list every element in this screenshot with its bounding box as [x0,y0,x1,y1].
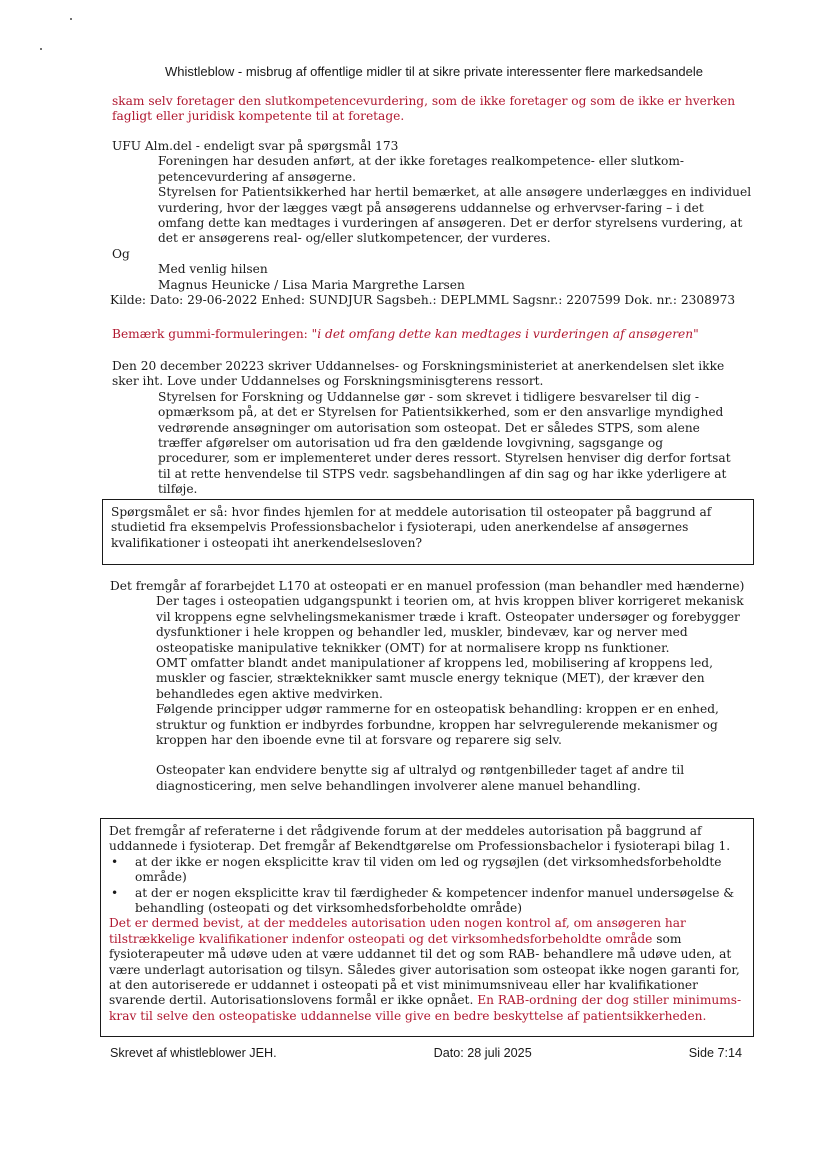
page-footer [110,1046,742,1061]
rubber-note-quote: "i det omfang dette kan medtages i vurderingen af ansøgeren" [311,327,699,341]
osteopathy-p4: Osteopater kan endvidere benytte sig af ultralyd og røntgenbilleder taget af andre til diagnosticering, men selve behandlingen involverer alene manuel behandling. [156,763,685,793]
osteopathy-lead: Det fremgår af forarbejdet L170 at osteopati er en manuel profession (man behandler med hænderne) [110,579,745,593]
ministry-quote: Styrelsen for Forskning og Uddannelse gør - som skrevet i tidligere besvarelser til dig - opmærksom på, at det er Styrelsen for Patientsikkerhed, som er den ansvarlige myndighed vedrørende ansøgninger om autorisation som osteopat. Det er således STPS, som alene træffer afgørelser om autorisation ud fra den gældende lovgivning, sagsgange og procedurer, som er implementeret under deres ressort. Styrelsen henviser dig derfor fortsat til at rette henvendelse til STPS vedr. sagsbehandlingen af din sag og har ikke yderligere at tilføje. [158,389,731,497]
scan-speck [70,18,72,20]
ufu-source: Kilde: Dato: 29-06-2022 Enhed: SUNDJUR Sagsbeh.: DEPLMML Sagsnr.: 2207599 Dok. nr.: 2308973 [110,293,736,308]
footer-date: Dato: 28 juli 2025 [433,1046,532,1060]
forum-box [100,818,754,1037]
forum-bullets [109,855,745,917]
scan-speck [40,48,42,50]
osteopathy-p2: OMT omfatter blandt andet manipulationer af kroppens led, mobilisering af kroppens led, muskler og fascier, strækteknikker samt muscle energy teknique (MET), der kræver den behandledes egen aktive medvirken. [156,656,713,701]
forum-bullet-2: • at der er nogen eksplicitte krav til færdigheder & kompetencer indenfor manuel undersøgelse & behandling (osteopati og det virksomhedsforbeholdte område) [123,886,745,917]
osteopathy-p1: Der tages i osteopatien udgangspunkt i teorien om, at hvis kroppen bliver korrigeret mekanisk vil kroppens egne selvhelingsmekanismer træde i kraft. Osteopater undersøger og forebygger dysfunktioner i hele kroppen og behandler led, muskler, bindevæv, kar og nerver med osteopatiske manipulative teknikker (OMT) for at normalisere kropp ns funktioner. [156,594,744,655]
forum-red-2: En RAB-ordning der dog stiller minimums-krav til selve den osteopatiske uddannelse ville give en bedre beskyttelse af patientsikkerheden. [109,993,742,1023]
forum-conclusion [109,916,745,1024]
ufu-section [112,139,752,308]
footer-author: Skrevet af whistleblower JEH. [110,1046,277,1060]
ufu-heading: UFU Alm.del - endeligt svar på spørgsmål 173 [112,139,399,153]
rubber-note-prefix: Bemærk gummi-formuleringen: [112,327,312,341]
osteopathy-section [110,579,750,794]
ufu-para-2: Styrelsen for Patientsikkerhed har hertil bemærket, at alle ansøgere underlægges en individuel vurdering, hvor der lægges vægt på ansøgerens uddannelse og erhvervser-faring – i det omfang dette kan medtages i vurderingen af ansøgeren. Det er derfor styrelsens vurdering, at det er ansøgerens real- og/eller slutkompetencer, der vurderes. [158,185,752,246]
ministry-lead: Den 20 december 20223 skriver Uddannelses- og Forskningsministeriet at anerkendelsen slet ikke sker iht. Love under Uddannelses og Forskningsminisgterens ressort. [112,359,725,389]
forum-lead: Det fremgår af referaterne i det rådgivende forum at der meddeles autorisation på baggrund af uddannede i fysioterap. Det fremgår af Bekendtgørelse om Professionsbachelor i fysioterapi bilag 1. [109,824,731,854]
forum-red-1: Det er dermed bevist, at der meddeles autorisation uden nogen kontrol af, om ansøgeren har tilstrækkelige kvalifikationer indenfor osteopati og det virksomhedsforbeholdte område [109,916,686,946]
ufu-para-1: Foreningen har desuden anført, at der ikke foretages realkompetence- eller slutkom-petencevurdering af ansøgerne. [158,154,685,184]
question-text: Spørgsmålet er så: hvor findes hjemlen for at meddele autorisation til osteopater på baggrund af studietid fra eksempelvis Professionsbachelor i fysioterapi, uden anerkendelse af ansøgernes kvalifikationer i osteopati iht anerkendelsesloven? [111,505,712,550]
ministry-section [112,359,734,498]
forum-black: som fysioterapeuter må udøve uden at være uddannet til det og som RAB- behandlere må udøve uden, at være underlagt autorisation og tilsyn. Således giver autorisation som osteopat ikke nogen garanti for, at den autoriserede er uddannet i osteopati på et vist minimumsniveau eller har kvalifikationer svarende dertil. Autorisationslovens formål er ikke opnået. [109,931,740,1008]
ufu-greeting: Med venlig hilsen [158,262,268,277]
question-box [102,499,754,565]
ufu-og: Og [112,246,130,261]
ufu-signature: Magnus Heunicke / Lisa Maria Margrethe Larsen [158,277,465,292]
forum-bullet-1: • at der ikke er nogen eksplicitte krav til viden om led og rygsøjlen (det virksomhedsforbeholdte område) [123,855,745,886]
rubber-note [112,327,752,342]
osteopathy-p3: Følgende principper udgør rammerne for en osteopatisk behandling: kroppen er en enhed, struktur og funktion er indbyrdes forbundne, kroppen har selvregulerende mekanismer og kroppen har den iboende evne til at forsvare og reparere sig selv. [156,702,719,748]
intro-red-text: skam selv foretager den slutkompetencevurdering, som de ikke foretager og som de ikke er hverken fagligt eller juridisk kompetente til at foretage. [112,94,736,124]
footer-page-number: Side 7:14 [688,1046,742,1060]
document-header: Whistleblow - misbrug af offentlige midler til at sikre private interessenter flere markedsandele [164,64,704,79]
